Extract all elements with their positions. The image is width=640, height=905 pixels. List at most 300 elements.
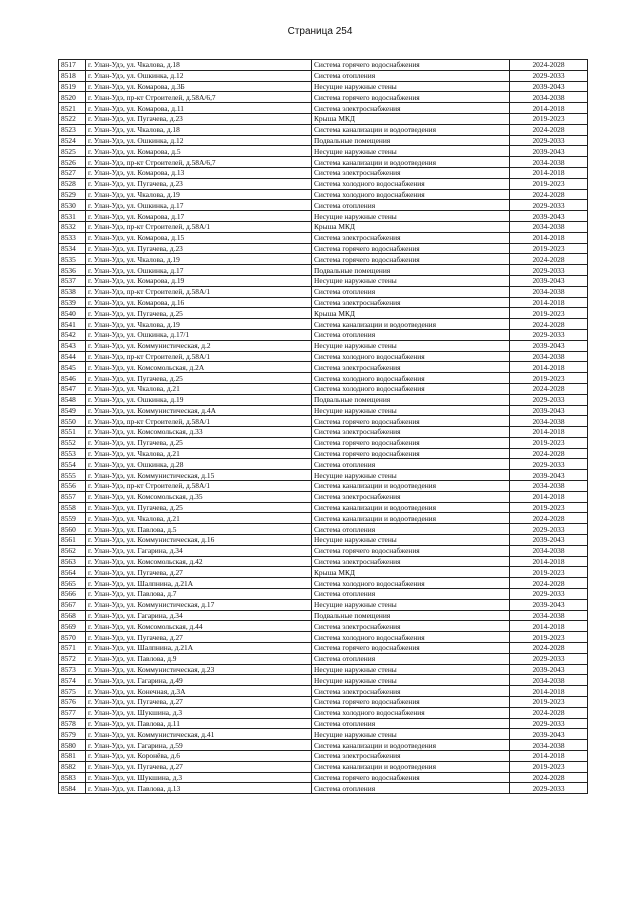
table-row	[59, 103, 588, 114]
repair-period-cell: 2014-2018	[510, 556, 588, 567]
repair-period-cell: 2039-2043	[510, 275, 588, 286]
address-cell: г. Улан-Удэ, пр-кт Строителей, д.58А/6,7	[86, 157, 312, 168]
row-number-cell: 8569	[59, 621, 86, 632]
table-row	[59, 351, 588, 362]
building-system-cell: Система холодного водоснабжения	[312, 373, 510, 384]
table-row	[59, 70, 588, 81]
address-cell: г. Улан-Удэ, ул. Комарова, д.5	[86, 146, 312, 157]
address-cell: г. Улан-Удэ, ул. Ошкинка, д.17/1	[86, 329, 312, 340]
address-cell: г. Улан-Удэ, ул. Ошкинка, д.12	[86, 70, 312, 81]
table-row	[59, 221, 588, 232]
table-row	[59, 243, 588, 254]
building-system-cell: Система холодного водоснабжения	[312, 351, 510, 362]
repair-period-cell: 2039-2043	[510, 535, 588, 546]
table-row	[59, 783, 588, 794]
table-row	[59, 405, 588, 416]
row-number-cell: 8528	[59, 178, 86, 189]
building-system-cell: Подвальные помещения	[312, 265, 510, 276]
row-number-cell: 8563	[59, 556, 86, 567]
address-cell: г. Улан-Удэ, ул. Павлова, д.7	[86, 589, 312, 600]
building-system-cell: Система горячего водоснабжения	[312, 448, 510, 459]
row-number-cell: 8545	[59, 362, 86, 373]
address-cell: г. Улан-Удэ, ул. Гагарина, д.49	[86, 675, 312, 686]
row-number-cell: 8583	[59, 772, 86, 783]
row-number-cell: 8571	[59, 643, 86, 654]
building-system-cell: Система электроснабжения	[312, 427, 510, 438]
row-number-cell: 8568	[59, 610, 86, 621]
table-row	[59, 589, 588, 600]
address-cell: г. Улан-Удэ, ул. Коммунистическая, д.4А	[86, 405, 312, 416]
table-row	[59, 329, 588, 340]
table-row	[59, 686, 588, 697]
repair-period-cell: 2029-2033	[510, 783, 588, 794]
repair-period-cell: 2019-2023	[510, 243, 588, 254]
row-number-cell: 8522	[59, 113, 86, 124]
row-number-cell: 8555	[59, 470, 86, 481]
row-number-cell: 8544	[59, 351, 86, 362]
address-cell: г. Улан-Удэ, пр-кт Строителей, д.58А/1	[86, 481, 312, 492]
table-row	[59, 535, 588, 546]
table-row	[59, 545, 588, 556]
repair-period-cell: 2024-2028	[510, 707, 588, 718]
row-number-cell: 8531	[59, 211, 86, 222]
table-row	[59, 394, 588, 405]
address-cell: г. Улан-Удэ, ул. Пугачева, д.23	[86, 178, 312, 189]
row-number-cell: 8574	[59, 675, 86, 686]
table-row	[59, 524, 588, 535]
building-system-cell: Система горячего водоснабжения	[312, 643, 510, 654]
repair-period-cell: 2019-2023	[510, 308, 588, 319]
row-number-cell: 8552	[59, 437, 86, 448]
address-cell: г. Улан-Удэ, ул. Шукшина, д.3	[86, 772, 312, 783]
building-system-cell: Несущие наружные стены	[312, 535, 510, 546]
row-number-cell: 8536	[59, 265, 86, 276]
building-system-cell: Подвальные помещения	[312, 135, 510, 146]
building-system-cell: Крыша МКД	[312, 567, 510, 578]
repair-period-cell: 2034-2038	[510, 286, 588, 297]
table-row	[59, 599, 588, 610]
row-number-cell: 8577	[59, 707, 86, 718]
row-number-cell: 8557	[59, 491, 86, 502]
address-cell: г. Улан-Удэ, ул. Ошкинка, д.12	[86, 135, 312, 146]
repair-period-cell: 2029-2033	[510, 718, 588, 729]
table-row	[59, 189, 588, 200]
table-row	[59, 308, 588, 319]
building-system-cell: Система канализации и водоотведения	[312, 513, 510, 524]
repair-period-cell: 2034-2038	[510, 740, 588, 751]
repair-period-cell: 2029-2033	[510, 524, 588, 535]
building-system-cell: Система электроснабжения	[312, 362, 510, 373]
building-system-cell: Несущие наружные стены	[312, 340, 510, 351]
table-row	[59, 232, 588, 243]
building-system-cell: Система электроснабжения	[312, 556, 510, 567]
address-cell: г. Улан-Удэ, ул. Комарова, д.3Б	[86, 81, 312, 92]
address-cell: г. Улан-Удэ, ул. Чкалова, д.19	[86, 189, 312, 200]
repair-period-cell: 2014-2018	[510, 751, 588, 762]
repair-period-cell: 2029-2033	[510, 394, 588, 405]
building-system-cell: Несущие наружные стены	[312, 211, 510, 222]
building-system-cell: Несущие наружные стены	[312, 405, 510, 416]
registry-table-body	[59, 60, 588, 794]
table-row	[59, 135, 588, 146]
address-cell: г. Улан-Удэ, пр-кт Строителей, д.58А/1	[86, 286, 312, 297]
row-number-cell: 8578	[59, 718, 86, 729]
row-number-cell: 8541	[59, 319, 86, 330]
table-row	[59, 383, 588, 394]
repair-period-cell: 2034-2038	[510, 545, 588, 556]
row-number-cell: 8520	[59, 92, 86, 103]
repair-period-cell: 2024-2028	[510, 254, 588, 265]
address-cell: г. Улан-Удэ, ул. Пугачева, д.23	[86, 113, 312, 124]
repair-period-cell: 2034-2038	[510, 351, 588, 362]
repair-period-cell: 2019-2023	[510, 567, 588, 578]
row-number-cell: 8575	[59, 686, 86, 697]
building-system-cell: Система горячего водоснабжения	[312, 60, 510, 71]
building-system-cell: Система канализации и водоотведения	[312, 481, 510, 492]
repair-period-cell: 2014-2018	[510, 621, 588, 632]
building-system-cell: Система электроснабжения	[312, 167, 510, 178]
row-number-cell: 8517	[59, 60, 86, 71]
address-cell: г. Улан-Удэ, ул. Павлова, д.11	[86, 718, 312, 729]
building-system-cell: Несущие наружные стены	[312, 664, 510, 675]
address-cell: г. Улан-Удэ, ул. Шалпнина, д.21А	[86, 643, 312, 654]
table-row	[59, 416, 588, 427]
repair-period-cell: 2039-2043	[510, 599, 588, 610]
row-number-cell: 8521	[59, 103, 86, 114]
row-number-cell: 8560	[59, 524, 86, 535]
table-row	[59, 643, 588, 654]
repair-period-cell: 2014-2018	[510, 103, 588, 114]
table-row	[59, 556, 588, 567]
table-row	[59, 740, 588, 751]
table-row	[59, 502, 588, 513]
address-cell: г. Улан-Удэ, ул. Коммунистическая, д.17	[86, 599, 312, 610]
repair-period-cell: 2024-2028	[510, 578, 588, 589]
repair-period-cell: 2039-2043	[510, 146, 588, 157]
address-cell: г. Улан-Удэ, ул. Коммунистическая, д.16	[86, 535, 312, 546]
row-number-cell: 8551	[59, 427, 86, 438]
row-number-cell: 8542	[59, 329, 86, 340]
address-cell: г. Улан-Удэ, ул. Конечная, д.3А	[86, 686, 312, 697]
repair-period-cell: 2014-2018	[510, 297, 588, 308]
address-cell: г. Улан-Удэ, ул. Пугачева, д.27	[86, 697, 312, 708]
address-cell: г. Улан-Удэ, ул. Пугачева, д.25	[86, 502, 312, 513]
address-cell: г. Улан-Удэ, ул. Ошкинка, д.28	[86, 459, 312, 470]
address-cell: г. Улан-Удэ, ул. Комарова, д.19	[86, 275, 312, 286]
row-number-cell: 8554	[59, 459, 86, 470]
building-system-cell: Система электроснабжения	[312, 621, 510, 632]
address-cell: г. Улан-Удэ, ул. Чкалова, д.21	[86, 513, 312, 524]
building-system-cell: Крыша МКД	[312, 113, 510, 124]
address-cell: г. Улан-Удэ, ул. Чкалова, д.19	[86, 254, 312, 265]
repair-period-cell: 2019-2023	[510, 502, 588, 513]
address-cell: г. Улан-Удэ, ул. Ошкинка, д.19	[86, 394, 312, 405]
repair-period-cell: 2014-2018	[510, 362, 588, 373]
table-row	[59, 373, 588, 384]
building-system-cell: Система горячего водоснабжения	[312, 254, 510, 265]
address-cell: г. Улан-Удэ, ул. Павлова, д.13	[86, 783, 312, 794]
row-number-cell: 8570	[59, 632, 86, 643]
row-number-cell: 8580	[59, 740, 86, 751]
repair-period-cell: 2034-2038	[510, 92, 588, 103]
building-system-cell: Система горячего водоснабжения	[312, 437, 510, 448]
repair-period-cell: 2014-2018	[510, 167, 588, 178]
row-number-cell: 8526	[59, 157, 86, 168]
address-cell: г. Улан-Удэ, ул. Павлова, д.9	[86, 653, 312, 664]
row-number-cell: 8538	[59, 286, 86, 297]
row-number-cell: 8529	[59, 189, 86, 200]
row-number-cell: 8523	[59, 124, 86, 135]
building-system-cell: Система отопления	[312, 200, 510, 211]
address-cell: г. Улан-Удэ, ул. Коммунистическая, д.15	[86, 470, 312, 481]
address-cell: г. Улан-Удэ, ул. Коммунистическая, д.23	[86, 664, 312, 675]
address-cell: г. Улан-Удэ, ул. Пугачева, д.25	[86, 437, 312, 448]
repair-period-cell: 2034-2038	[510, 481, 588, 492]
table-row	[59, 124, 588, 135]
table-row	[59, 448, 588, 459]
building-system-cell: Система отопления	[312, 459, 510, 470]
table-row	[59, 265, 588, 276]
building-system-cell: Несущие наружные стены	[312, 470, 510, 481]
row-number-cell: 8549	[59, 405, 86, 416]
row-number-cell: 8565	[59, 578, 86, 589]
building-system-cell: Система горячего водоснабжения	[312, 772, 510, 783]
table-row	[59, 211, 588, 222]
building-system-cell: Система отопления	[312, 329, 510, 340]
table-row	[59, 362, 588, 373]
building-system-cell: Несущие наружные стены	[312, 675, 510, 686]
table-row	[59, 275, 588, 286]
row-number-cell: 8553	[59, 448, 86, 459]
address-cell: г. Улан-Удэ, ул. Чкалова, д.21	[86, 383, 312, 394]
row-number-cell: 8573	[59, 664, 86, 675]
address-cell: г. Улан-Удэ, ул. Пугачева, д.27	[86, 632, 312, 643]
address-cell: г. Улан-Удэ, ул. Чкалова, д.21	[86, 448, 312, 459]
address-cell: г. Улан-Удэ, ул. Комсомольская, д.44	[86, 621, 312, 632]
repair-period-cell: 2019-2023	[510, 761, 588, 772]
building-system-cell: Система горячего водоснабжения	[312, 416, 510, 427]
row-number-cell: 8524	[59, 135, 86, 146]
address-cell: г. Улан-Удэ, ул. Коронёва, д.6	[86, 751, 312, 762]
table-row	[59, 92, 588, 103]
row-number-cell: 8547	[59, 383, 86, 394]
repair-period-cell: 2029-2033	[510, 135, 588, 146]
building-system-cell: Система отопления	[312, 589, 510, 600]
address-cell: г. Улан-Удэ, ул. Пугачева, д.25	[86, 308, 312, 319]
building-system-cell: Несущие наружные стены	[312, 599, 510, 610]
row-number-cell: 8581	[59, 751, 86, 762]
building-system-cell: Система канализации и водоотведения	[312, 740, 510, 751]
repair-period-cell: 2029-2033	[510, 459, 588, 470]
table-row	[59, 729, 588, 740]
address-cell: г. Улан-Удэ, ул. Коммунистическая, д.41	[86, 729, 312, 740]
repair-period-cell: 2029-2033	[510, 653, 588, 664]
address-cell: г. Улан-Удэ, пр-кт Строителей, д.58А/1	[86, 221, 312, 232]
building-system-cell: Система канализации и водоотведения	[312, 761, 510, 772]
row-number-cell: 8535	[59, 254, 86, 265]
repair-period-cell: 2014-2018	[510, 232, 588, 243]
building-system-cell: Система холодного водоснабжения	[312, 178, 510, 189]
building-system-cell: Система отопления	[312, 70, 510, 81]
table-row	[59, 297, 588, 308]
table-row	[59, 610, 588, 621]
repair-period-cell: 2024-2028	[510, 124, 588, 135]
repair-period-cell: 2024-2028	[510, 60, 588, 71]
repair-period-cell: 2019-2023	[510, 437, 588, 448]
table-row	[59, 60, 588, 71]
building-system-cell: Система холодного водоснабжения	[312, 189, 510, 200]
table-row	[59, 113, 588, 124]
repair-period-cell: 2019-2023	[510, 697, 588, 708]
address-cell: г. Улан-Удэ, ул. Комарова, д.17	[86, 211, 312, 222]
row-number-cell: 8534	[59, 243, 86, 254]
row-number-cell: 8537	[59, 275, 86, 286]
address-cell: г. Улан-Удэ, ул. Комсомольская, д.42	[86, 556, 312, 567]
address-cell: г. Улан-Удэ, ул. Комсомольская, д.35	[86, 491, 312, 502]
address-cell: г. Улан-Удэ, ул. Комсомольская, д.2А	[86, 362, 312, 373]
address-cell: г. Улан-Удэ, ул. Коммунистическая, д.2	[86, 340, 312, 351]
row-number-cell: 8540	[59, 308, 86, 319]
registry-table	[58, 59, 588, 794]
building-system-cell: Система горячего водоснабжения	[312, 697, 510, 708]
row-number-cell: 8525	[59, 146, 86, 157]
address-cell: г. Улан-Удэ, ул. Комарова, д.15	[86, 232, 312, 243]
table-row	[59, 167, 588, 178]
repair-period-cell: 2034-2038	[510, 416, 588, 427]
repair-period-cell: 2034-2038	[510, 610, 588, 621]
building-system-cell: Система электроснабжения	[312, 751, 510, 762]
building-system-cell: Система электроснабжения	[312, 686, 510, 697]
repair-period-cell: 2039-2043	[510, 405, 588, 416]
repair-period-cell: 2024-2028	[510, 772, 588, 783]
building-system-cell: Система горячего водоснабжения	[312, 92, 510, 103]
address-cell: г. Улан-Удэ, ул. Комарова, д.16	[86, 297, 312, 308]
repair-period-cell: 2024-2028	[510, 189, 588, 200]
address-cell: г. Улан-Удэ, ул. Пугачева, д.25	[86, 373, 312, 384]
address-cell: г. Улан-Удэ, ул. Шалпнина, д.21А	[86, 578, 312, 589]
building-system-cell: Система канализации и водоотведения	[312, 124, 510, 135]
table-row	[59, 772, 588, 783]
repair-period-cell: 2029-2033	[510, 589, 588, 600]
building-system-cell: Система отопления	[312, 286, 510, 297]
building-system-cell: Система горячего водоснабжения	[312, 243, 510, 254]
table-row	[59, 707, 588, 718]
table-row	[59, 81, 588, 92]
table-row	[59, 286, 588, 297]
table-row	[59, 157, 588, 168]
building-system-cell: Система отопления	[312, 718, 510, 729]
address-cell: г. Улан-Удэ, ул. Шукшина, д.3	[86, 707, 312, 718]
repair-period-cell: 2019-2023	[510, 632, 588, 643]
repair-period-cell: 2024-2028	[510, 448, 588, 459]
repair-period-cell: 2039-2043	[510, 729, 588, 740]
address-cell: г. Улан-Удэ, пр-кт Строителей, д.58А/6,7	[86, 92, 312, 103]
building-system-cell: Система холодного водоснабжения	[312, 707, 510, 718]
building-system-cell: Крыша МКД	[312, 308, 510, 319]
table-row	[59, 761, 588, 772]
row-number-cell: 8546	[59, 373, 86, 384]
repair-period-cell: 2029-2033	[510, 265, 588, 276]
address-cell: г. Улан-Удэ, ул. Пугачева, д.27	[86, 567, 312, 578]
building-system-cell: Система отопления	[312, 524, 510, 535]
table-row	[59, 513, 588, 524]
building-system-cell: Подвальные помещения	[312, 610, 510, 621]
row-number-cell: 8582	[59, 761, 86, 772]
building-system-cell: Крыша МКД	[312, 221, 510, 232]
repair-period-cell: 2019-2023	[510, 373, 588, 384]
table-row	[59, 437, 588, 448]
row-number-cell: 8562	[59, 545, 86, 556]
address-cell: г. Улан-Удэ, ул. Комарова, д.11	[86, 103, 312, 114]
row-number-cell: 8566	[59, 589, 86, 600]
row-number-cell: 8548	[59, 394, 86, 405]
table-row	[59, 664, 588, 675]
row-number-cell: 8530	[59, 200, 86, 211]
repair-period-cell: 2034-2038	[510, 221, 588, 232]
address-cell: г. Улан-Удэ, ул. Ошкинка, д.17	[86, 265, 312, 276]
table-row	[59, 675, 588, 686]
row-number-cell: 8558	[59, 502, 86, 513]
table-row	[59, 470, 588, 481]
row-number-cell: 8543	[59, 340, 86, 351]
building-system-cell: Несущие наружные стены	[312, 146, 510, 157]
row-number-cell: 8572	[59, 653, 86, 664]
repair-period-cell: 2039-2043	[510, 340, 588, 351]
row-number-cell: 8556	[59, 481, 86, 492]
building-system-cell: Система холодного водоснабжения	[312, 632, 510, 643]
table-row	[59, 567, 588, 578]
address-cell: г. Улан-Удэ, ул. Ошкинка, д.17	[86, 200, 312, 211]
address-cell: г. Улан-Удэ, ул. Комсомольская, д.33	[86, 427, 312, 438]
table-row	[59, 319, 588, 330]
page-title: Страница 254	[287, 26, 353, 37]
repair-period-cell: 2019-2023	[510, 178, 588, 189]
address-cell: г. Улан-Удэ, ул. Гагарина, д.34	[86, 610, 312, 621]
repair-period-cell: 2014-2018	[510, 427, 588, 438]
address-cell: г. Улан-Удэ, пр-кт Строителей, д.58А/1	[86, 416, 312, 427]
table-row	[59, 200, 588, 211]
row-number-cell: 8533	[59, 232, 86, 243]
repair-period-cell: 2039-2043	[510, 211, 588, 222]
table-row	[59, 491, 588, 502]
table-row	[59, 578, 588, 589]
row-number-cell: 8584	[59, 783, 86, 794]
table-row	[59, 621, 588, 632]
repair-period-cell: 2039-2043	[510, 664, 588, 675]
building-system-cell: Система отопления	[312, 653, 510, 664]
building-system-cell: Система электроснабжения	[312, 232, 510, 243]
repair-period-cell: 2039-2043	[510, 470, 588, 481]
address-cell: г. Улан-Удэ, ул. Гагарина, д.34	[86, 545, 312, 556]
building-system-cell: Система горячего водоснабжения	[312, 545, 510, 556]
building-system-cell: Несущие наружные стены	[312, 275, 510, 286]
table-row	[59, 459, 588, 470]
repair-period-cell: 2024-2028	[510, 643, 588, 654]
building-system-cell: Подвальные помещения	[312, 394, 510, 405]
building-system-cell: Система электроснабжения	[312, 103, 510, 114]
repair-period-cell: 2024-2028	[510, 383, 588, 394]
building-system-cell: Несущие наружные стены	[312, 729, 510, 740]
repair-period-cell: 2029-2033	[510, 329, 588, 340]
table-row	[59, 653, 588, 664]
row-number-cell: 8564	[59, 567, 86, 578]
table-row	[59, 697, 588, 708]
repair-period-cell: 2039-2043	[510, 81, 588, 92]
table-row	[59, 481, 588, 492]
table-row	[59, 178, 588, 189]
row-number-cell: 8576	[59, 697, 86, 708]
building-system-cell: Система канализации и водоотведения	[312, 319, 510, 330]
